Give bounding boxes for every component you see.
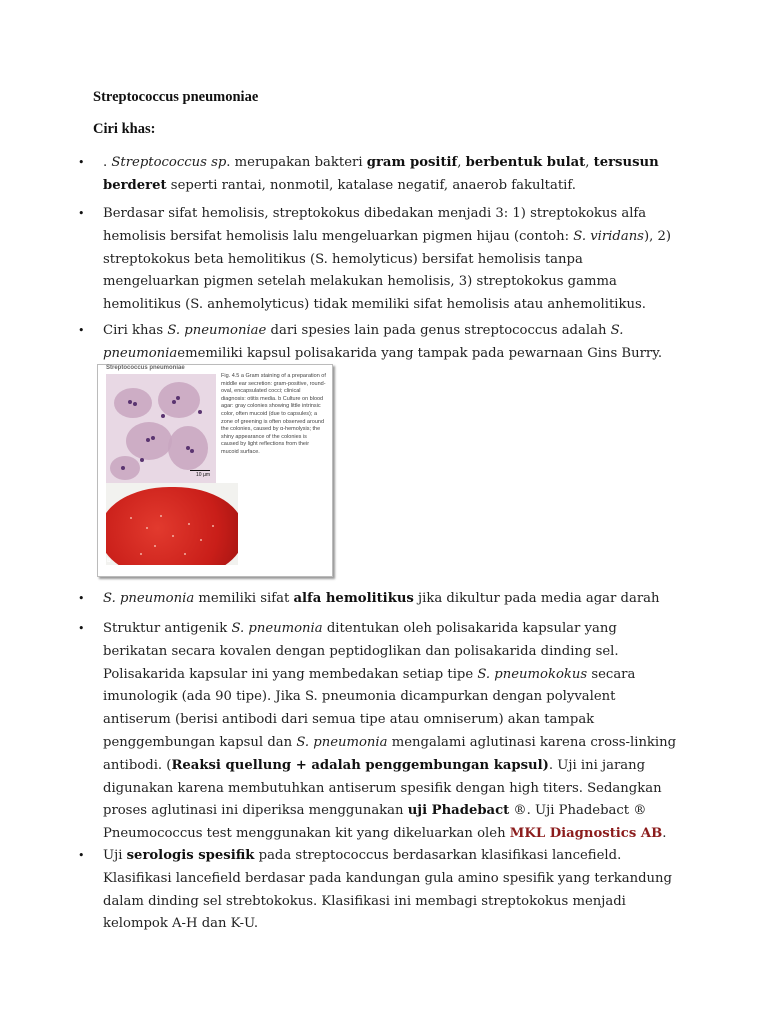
figure-header: Streptococcus pneumoniae xyxy=(106,365,185,371)
bullet-icon: • xyxy=(78,207,85,220)
scale-bar xyxy=(190,470,210,471)
bullet-icon: • xyxy=(78,324,85,337)
bullet-icon: • xyxy=(78,592,85,605)
textbook-figure xyxy=(97,364,333,577)
company-link[interactable]: MKL Diagnostics AB xyxy=(509,826,663,842)
scale-label: 10 µm xyxy=(196,472,210,478)
list-item: • Berdasar sifat hemolisis, streptokokus dibedakan menjadi 3: 1) streptokokus alfa hemolisis bersifat hemolisis lalu mengeluarkan pigmen hijau (contoh: S. viridans), 2) streptokokus beta hemolitikus (S. hemolyticus) bersifat hemolisis tanpa mengeluarkan pigmen setelah melakukan hemolisis, 3) streptokokus gamma hemolitikus (S. anhemolyticus) tidak memiliki sifat hemolisis atau anhemolitikus. xyxy=(103,203,678,317)
list-item: • Ciri khas S. pneumoniae dari spesies lain pada genus streptococcus adalah S. pneumoniaememiliki kapsul polisakarida yang tampak pada pewarnaan Gins Burry. xyxy=(103,320,678,366)
bullet-icon: • xyxy=(78,156,85,169)
list-item: • . Streptococcus sp. merupakan bakteri gram positif, berbentuk bulat, tersusun berderet seperti rantai, nonmotil, katalase negatif, anaerob fakultatif. xyxy=(103,152,678,198)
list-item: • S. pneumonia memiliki sifat alfa hemolitikus jika dikultur pada media agar darah xyxy=(103,588,678,611)
figure-caption: Fig. 4.5 a Gram staining of a preparation of middle ear secretion: gram-positive, round-oval, encapsulated cocci; clinical diagnosis: otitis media. b Culture on blood agar: gray colonies showing little intrinsic color, often mucoid (due to capsules); a zone of greening is often observed around the colonies, caused by α-hemolysis; the shiny appearance of the colonies is caused by light reflections from their mucoid surface. xyxy=(221,373,326,455)
bullet-icon: • xyxy=(78,622,85,635)
list-item: • Struktur antigenik S. pneumonia ditentukan oleh polisakarida kapsular yang berikatan secara kovalen dengan peptidoglikan dan polisakarida dinding sel. Polisakarida kapsular ini yang membedakan setiap tipe S. pneumokokus secara imunologik (ada 90 tipe). Jika S. pneumonia dicampurkan dengan polyvalent antiserum (berisi antibodi dari semua tipe atau omniserum) akan tampak penggembungan kapsul dan S. pneumonia mengalami aglutinasi karena cross-linking antibodi. (Reaksi quellung + adalah penggembungan kapsul). Uji ini jarang digunakan karena membutuhkan antiserum spesifik dengan high titers. Sedangkan proses aglutinasi ini diperiksa menggunakan uji Phadebact ®. Uji Phadebact ® Pneumococcus test menggunakan kit yang dikeluarkan oleh MKL Diagnostics AB. xyxy=(103,618,678,846)
list-item: • Uji serologis spesifik pada streptococcus berdasarkan klasifikasi lancefield. Klasifikasi lancefield berdasar pada kandungan gula amino spesifik yang terkandung dalam dinding sel strebtokokus. Klasifikasi ini membagi streptokokus menjadi kelompok A-H dan K-U. xyxy=(103,845,678,936)
bullet-icon: • xyxy=(78,849,85,862)
section-heading: Ciri khas: xyxy=(93,121,156,137)
blood-agar-plate xyxy=(106,483,238,565)
panel-b-label: b xyxy=(107,558,111,564)
document-title: Streptococcus pneumoniae xyxy=(93,89,259,105)
gram-stain-micrograph xyxy=(106,374,216,484)
